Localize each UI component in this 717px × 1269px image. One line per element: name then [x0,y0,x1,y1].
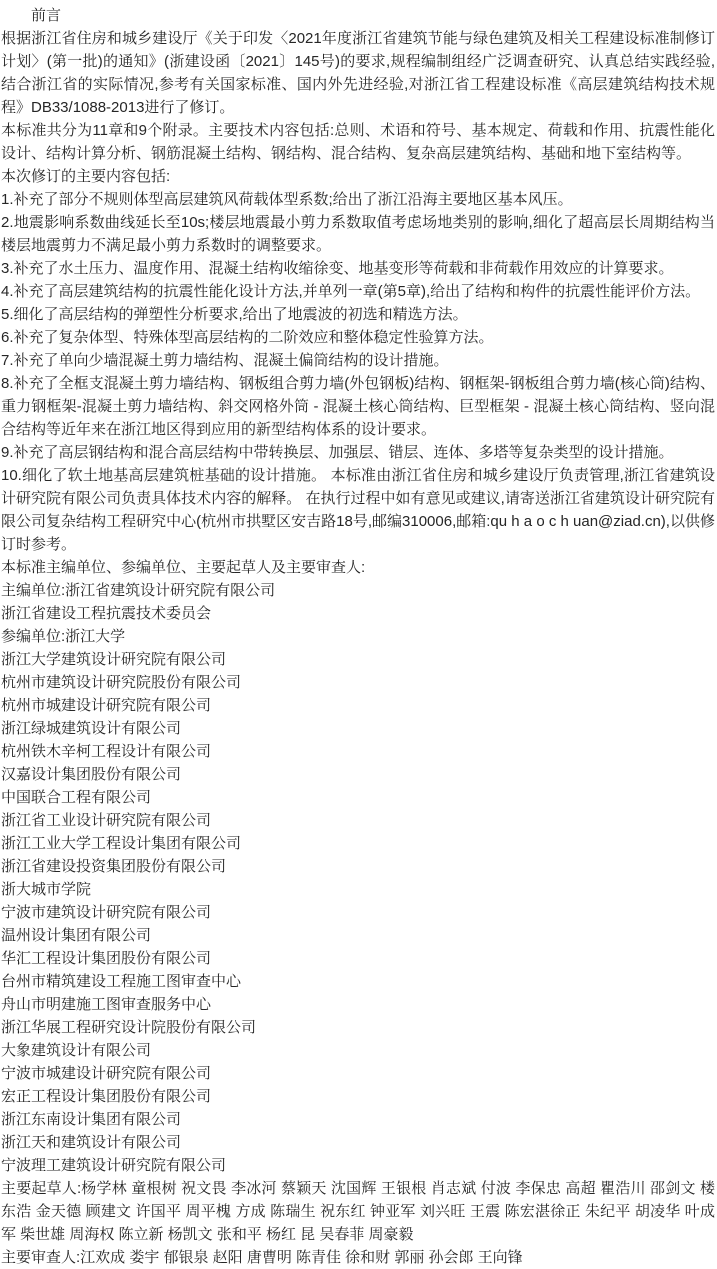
participating-unit-4: 杭州市城建设计研究院有限公司 [1,697,212,714]
participating-unit-11: 浙江省建设投资集团股份有限公司 [1,858,227,875]
revision-item-6: 6.补充了复杂体型、特殊体型高层结构的二阶效应和整体稳定性验算方法。 [1,329,494,346]
revision-item-3: 3.补充了水土压力、温度作用、混凝土结构收缩徐变、地基变形等荷载和非荷载作用效应的计算要求。 [1,260,674,277]
intro-paragraph-contents: 本标准共分为11章和9个附录。主要技术内容包括:总则、术语和符号、基本规定、荷载和作用、抗震性能化设计、结构计算分析、钢筋混凝土结构、钢结构、混合结构、复杂高层建筑结构、基础和地下室结构等。 [1,122,715,162]
revision-item-4: 4.补充了高层建筑结构的抗震性能化设计方法,并单列一章(第5章),给出了结构和构件的抗震性能评价方法。 [1,283,701,300]
page-title: 前言 [31,7,62,24]
reviewers-line: 主要审查人:江欢成 娄宇 郁银泉 赵阳 唐曹明 陈青佳 徐和财 郭丽 孙会郎 王向锋 [1,1249,523,1266]
revision-item-10: 10.细化了软土地基高层建筑桩基础的设计措施。 本标准由浙江省住房和城乡建设厅负责管理,浙江省建筑设计研究院有限公司负责具体技术内容的解释。 在执行过程中如有意见或建议,请寄送浙江省建筑设计研究院有限公司复杂结构工程研究中心(杭州市拱墅区安吉路18号,邮编310006,邮箱:qu h a o c h uan@ziad.cn),以供修订时参考。 [1,467,715,553]
chief-unit-1: 主编单位:浙江省建筑设计研究院有限公司 [1,582,276,599]
participating-unit-3: 杭州市建筑设计研究院股份有限公司 [1,674,242,691]
revision-item-1: 1.补充了部分不规则体型高层建筑风荷载体型系数;给出了浙江沿海主要地区基本风压。 [1,191,573,208]
revision-item-5: 5.细化了高层结构的弹塑性分析要求,给出了地震波的初选和精选方法。 [1,306,468,323]
revision-item-2: 2.地震影响系数曲线延长至10s;楼层地震最小剪力系数取值考虑场地类别的影响,细化了超高层长周期结构当楼层地震剪力不满足最小剪力系数时的调整要求。 [1,214,715,254]
participating-unit-20: 宁波市城建设计研究院有限公司 [1,1065,212,1082]
drafters-line: 主要起草人:杨学林 童根树 祝文畏 李冰河 蔡颖天 沈国辉 王银根 肖志斌 付波 李保忠 高超 瞿浩川 邵剑文 楼东浩 金天德 顾建文 许国平 周平槐 方成 陈瑞生 祝东红 钟亚军 刘兴旺 王震 陈宏湛徐正 朱纪平 胡凌华 叶成军 柴世雄 周海权 陈立新 杨凯文 张和平 杨红 昆 吴春菲 周豪毅 [1,1180,715,1243]
participating-unit-7: 汉嘉设计集团股份有限公司 [1,766,182,783]
participating-unit-2: 浙江大学建筑设计研究院有限公司 [1,651,227,668]
participating-unit-9: 浙江省工业设计研究院有限公司 [1,812,212,829]
participating-unit-5: 浙江绿城建筑设计有限公司 [1,720,182,737]
participating-unit-18: 浙江华展工程研究设计院股份有限公司 [1,1019,257,1036]
intro-paragraph-basis: 根据浙江省住房和城乡建设厅《关于印发〈2021年度浙江省建筑节能与绿色建筑及相关工程建设标准制修订计划〉(第一批)的通知》(浙建设函〔2021〕145号)的要求,规程编制组经广泛调查研究、认真总结实践经验,结合浙江省的实际情况,参考有关国家标准、国内外先进经验,对浙江省工程建设标准《高层建筑结构技术规程》DB33/1088-2013进行了修订。 [1,30,715,116]
chief-unit-2: 浙江省建设工程抗震技术委员会 [1,605,212,622]
participating-unit-19: 大象建筑设计有限公司 [1,1042,152,1059]
participating-unit-22: 浙江东南设计集团有限公司 [1,1111,182,1128]
participating-unit-12: 浙大城市学院 [1,881,92,898]
participating-unit-15: 华汇工程设计集团股份有限公司 [1,950,212,967]
participating-unit-21: 宏正工程设计集团股份有限公司 [1,1088,212,1105]
participating-unit-16: 台州市精筑建设工程施工图审查中心 [1,973,242,990]
participating-unit-24: 宁波理工建筑设计研究院有限公司 [1,1157,227,1174]
participating-unit-1: 参编单位:浙江大学 [1,628,126,645]
participating-unit-14: 温州设计集团有限公司 [1,927,152,944]
participating-unit-10: 浙江工业大学工程设计集团有限公司 [1,835,242,852]
participating-unit-23: 浙江天和建筑设计有限公司 [1,1134,182,1151]
revision-item-7: 7.补充了单向少墙混凝土剪力墙结构、混凝土偏筒结构的设计措施。 [1,352,449,369]
participating-unit-17: 舟山市明建施工图审查服务中心 [1,996,212,1013]
participating-unit-13: 宁波市建筑设计研究院有限公司 [1,904,212,921]
participating-unit-6: 杭州铁木辛柯工程设计有限公司 [1,743,212,760]
revision-item-8: 8.补充了全框支混凝土剪力墙结构、钢板组合剪力墙(外包钢板)结构、钢框架-钢板组合剪力墙(核心筒)结构、重力钢框架-混凝土剪力墙结构、斜交网格外筒 - 混凝土核心筒结构、巨型框架 - 混凝土核心筒结构、竖向混合结构等近年来在浙江地区得到应用的新型结构体系的设计要求。 [1,375,715,438]
credits-header: 本标准主编单位、参编单位、主要起草人及主要审查人: [1,559,366,576]
revision-item-9: 9.补充了高层钢结构和混合高层结构中带转换层、加强层、错层、连体、多塔等复杂类型的设计措施。 [1,444,674,461]
revision-intro: 本次修订的主要内容包括: [1,168,171,185]
participating-unit-8: 中国联合工程有限公司 [1,789,152,806]
